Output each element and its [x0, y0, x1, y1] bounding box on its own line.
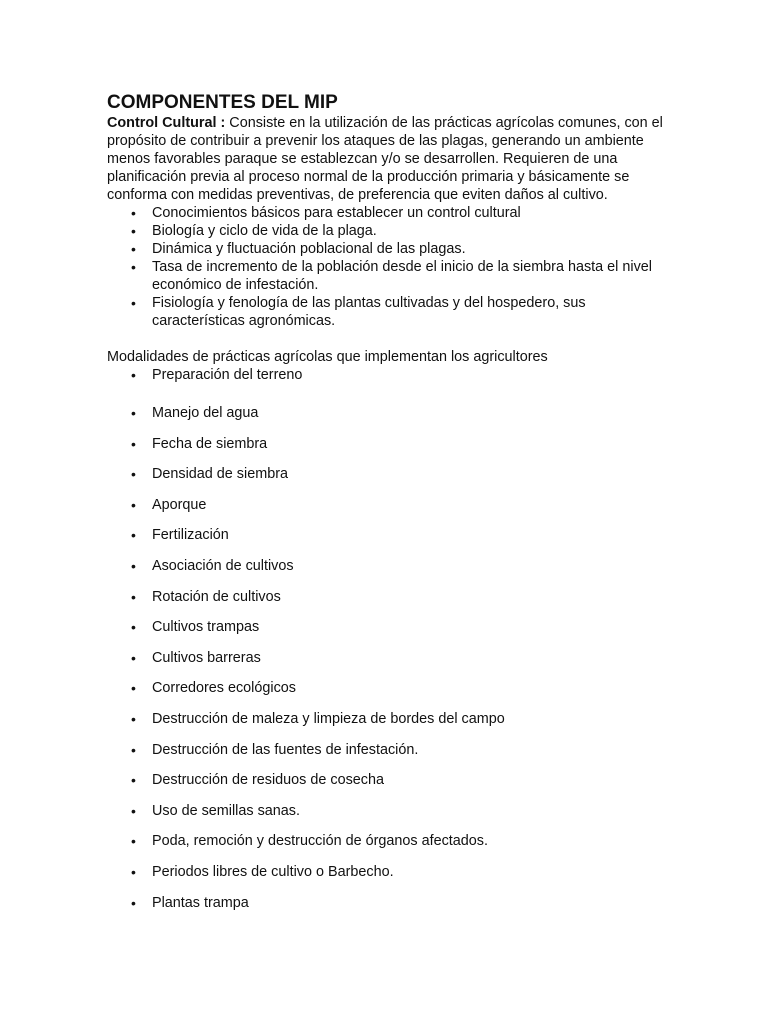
- list-item: [107, 894, 667, 912]
- bullet-icon: •: [131, 527, 136, 544]
- list-item-text: Corredores ecológicos: [152, 680, 296, 697]
- knowledge-list: [107, 204, 667, 330]
- list-item: [107, 435, 667, 453]
- modalities-list: [107, 366, 667, 912]
- intro-paragraph: [107, 114, 667, 204]
- list-item-text: Conocimientos básicos para establecer un control cultural: [152, 205, 521, 221]
- list-item-text: Destrucción de maleza y limpieza de bordes del campo: [152, 710, 505, 727]
- document-page: [107, 92, 667, 924]
- list-item-text: Uso de semillas sanas.: [152, 802, 300, 819]
- document-title: COMPONENTES DEL MIP: [107, 92, 338, 113]
- bullet-icon: •: [131, 367, 136, 383]
- bullet-icon: •: [131, 772, 136, 789]
- list-item-text: Poda, remoción y destrucción de órganos afectados.: [152, 833, 488, 850]
- list-item: [107, 294, 667, 330]
- list-item-text: Fisiología y fenología de las plantas cultivadas y del hospedero, sus características agronómicas.: [152, 295, 586, 329]
- bullet-icon: •: [131, 205, 136, 221]
- list-item-text: Asociación de cultivos: [152, 557, 294, 574]
- list-item: [107, 258, 667, 294]
- bullet-icon: •: [131, 619, 136, 636]
- list-item: [107, 496, 667, 514]
- list-item-text: Plantas trampa: [152, 894, 249, 911]
- list-item: [107, 832, 667, 850]
- intro-text: Consiste en la utilización de las prácticas agrícolas comunes, con el propósito de contribuir a prevenir los ataques de las plagas, generando un ambiente menos favorables paraque se establezcan y/o se desarrollen. Requieren de una planificación previa al proceso normal de la producción primaria y básicamente se conforma con medidas preventivas, de preferencia que eviten daños al cultivo.: [107, 115, 663, 203]
- list-item: [107, 741, 667, 759]
- bullet-icon: •: [131, 802, 136, 819]
- bullet-icon: •: [131, 680, 136, 697]
- bullet-icon: •: [131, 259, 136, 275]
- list-item-text: Cultivos barreras: [152, 649, 261, 666]
- list-item-text: Cultivos trampas: [152, 619, 260, 636]
- bullet-icon: •: [131, 588, 136, 605]
- bullet-icon: •: [131, 833, 136, 850]
- list-item: [107, 366, 667, 384]
- list-item: [107, 710, 667, 728]
- list-item: [107, 618, 667, 636]
- bullet-icon: •: [131, 496, 136, 513]
- bullet-icon: •: [131, 557, 136, 574]
- list-item: [107, 588, 667, 606]
- list-item-text: Periodos libres de cultivo o Barbecho.: [152, 863, 394, 880]
- bullet-icon: •: [131, 295, 136, 311]
- list-item-text: Rotación de cultivos: [152, 588, 281, 605]
- list-item-text: Manejo del agua: [152, 405, 259, 421]
- list-item: [107, 802, 667, 820]
- bullet-icon: •: [131, 894, 136, 911]
- bullet-icon: •: [131, 223, 136, 239]
- bullet-icon: •: [131, 435, 136, 452]
- list-item-text: Destrucción de las fuentes de infestación.: [152, 741, 419, 758]
- list-item: [107, 679, 667, 697]
- list-item: [107, 465, 667, 483]
- list-item: [107, 204, 667, 222]
- list-item: [107, 771, 667, 789]
- list-item: [107, 404, 667, 422]
- bullet-icon: •: [131, 741, 136, 758]
- list-item-text: Fecha de siembra: [152, 435, 268, 452]
- bullet-icon: •: [131, 649, 136, 666]
- bullet-icon: •: [131, 710, 136, 727]
- list-item-text: Dinámica y fluctuación poblacional de las plagas.: [152, 241, 466, 257]
- list-item: [107, 557, 667, 575]
- list-item-text: Tasa de incremento de la población desde el inicio de la siembra hasta el nivel económico de infestación.: [152, 259, 652, 293]
- bullet-icon: •: [131, 466, 136, 483]
- list-item-text: Destrucción de residuos de cosecha: [152, 772, 384, 789]
- bullet-icon: •: [131, 863, 136, 880]
- list-item: [107, 649, 667, 667]
- intro-label: Control Cultural :: [107, 115, 226, 131]
- list-item: [107, 526, 667, 544]
- modalities-intro: Modalidades de prácticas agrícolas que implementan los agricultores: [107, 349, 548, 365]
- list-item: [107, 863, 667, 881]
- bullet-icon: •: [131, 405, 136, 421]
- list-item: [107, 240, 667, 258]
- list-item-text: Densidad de siembra: [152, 466, 288, 483]
- bullet-icon: •: [131, 241, 136, 257]
- list-item-text: Fertilización: [152, 527, 229, 544]
- list-item-text: Aporque: [152, 496, 207, 513]
- list-item-text: Biología y ciclo de vida de la plaga.: [152, 223, 377, 239]
- list-item: [107, 222, 667, 240]
- list-item-text: Preparación del terreno: [152, 367, 303, 383]
